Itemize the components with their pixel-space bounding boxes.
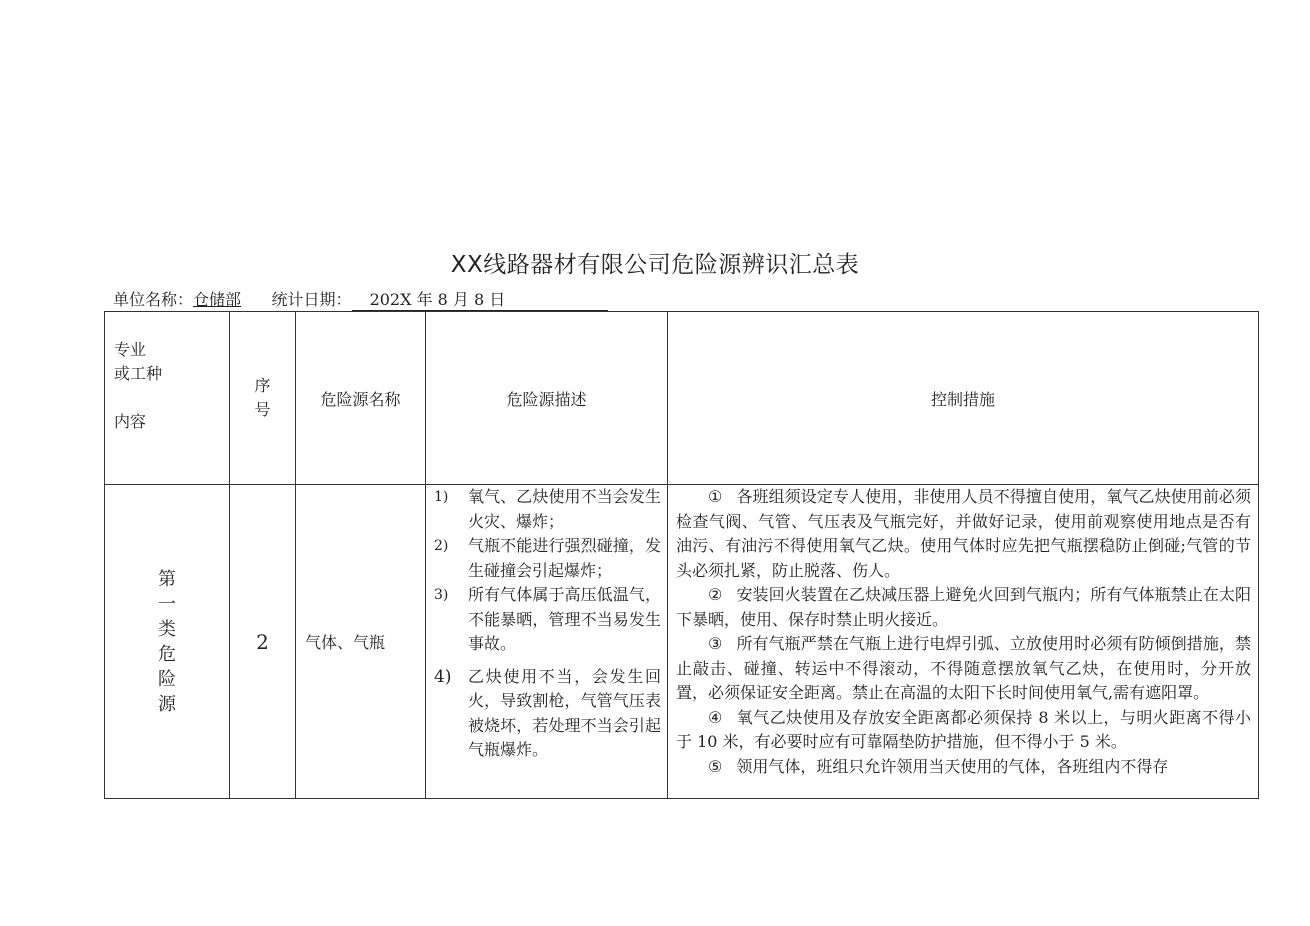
control-marker: ① [708, 487, 723, 506]
control-text: 氧气乙炔使用及存放安全距离都必须保持 8 米以上，与明火距离不得小于 10 米，有必要时应有可靠隔垫防护措施，但不得小于 5 米。 [676, 707, 1251, 751]
description-text: 所有气体属于高压低温气，不能暴晒，管理不当易发生事故。 [468, 585, 661, 653]
control-marker: ⑤ [708, 756, 723, 776]
description-item [432, 583, 661, 657]
header-category [105, 312, 230, 485]
page-title: XX线路器材有限公司危险源辨识汇总表 [450, 252, 860, 278]
control-marker: ③ [708, 634, 723, 653]
header-seq-line2: 号 [254, 400, 271, 419]
control-text: 所有气瓶严禁在气瓶上进行电焊引弧、立放使用时必须有防倾倒措施，禁止敲击、碰撞、转运中不得滚动，不得随意摆放氧气乙炔，在使用时，分开放置，必须保证安全距离。禁止在高温的太阳下长时间使用氧气,需有遮阳罩。 [676, 634, 1251, 702]
control-marker: ② [708, 585, 723, 604]
description-marker: 3) [434, 587, 449, 603]
category-char: 险 [158, 668, 176, 690]
control-item [676, 583, 1251, 632]
hazard-table [104, 311, 1259, 799]
category-char: 源 [158, 693, 176, 715]
control-text: 安装回火装置在乙炔减压器上避免火回到气瓶内；所有气体瓶禁止在太阳下暴晒，使用、保存时禁止明火接近。 [676, 585, 1251, 629]
header-category-line3: 内容 [114, 412, 147, 431]
controls-cell [668, 485, 1259, 799]
seq-cell: 2 [230, 485, 296, 799]
control-text: 各班组须设定专人使用，非使用人员不得擅自使用，氧气乙炔使用前必须检查气阀、气管、气压表及气瓶完好，并做好记录，使用前观察使用地点是否有油污、有油污不得使用氧气乙炔。使用气体时应先把气瓶摆稳防止倒碰;气管的节头必须扎紧，防止脱落、伤人。 [676, 487, 1251, 580]
header-seq [230, 312, 296, 485]
header-row [105, 312, 1259, 485]
description-cell [426, 485, 668, 799]
description-item [432, 485, 661, 534]
control-text: 领用气体，班组只允许领用当天使用的气体，各班组内不得存 [736, 756, 1169, 776]
control-item [676, 632, 1251, 706]
category-char: 危 [158, 643, 176, 665]
hazard-name-cell: 气体、气瓶 [296, 485, 426, 799]
header-category-line1: 专业 [114, 340, 147, 359]
date-label: 统计日期： [271, 290, 352, 309]
control-item [676, 485, 1251, 583]
description-text: 氧气、乙炔使用不当会发生火灾、爆炸； [468, 487, 661, 531]
header-seq-line1: 序 [254, 376, 271, 395]
control-item [676, 755, 1251, 780]
unit-value: 仓储部 [193, 290, 242, 309]
description-item [432, 534, 661, 583]
header-hazard-description: 危险源描述 [426, 312, 668, 485]
description-marker: 1) [434, 489, 449, 505]
header-hazard-name: 危险源名称 [296, 312, 426, 485]
category-cell [105, 485, 230, 799]
description-text: 乙炔使用不当，会发生回火，导致割枪，气管气压表被烧坏，若处理不当会引起气瓶爆炸。 [468, 666, 661, 759]
date-value: 202X 年 8 月 8 日 [352, 287, 608, 311]
control-marker: ④ [708, 707, 723, 727]
meta-line [113, 287, 608, 311]
header-control-measures: 控制措施 [668, 312, 1259, 485]
table-row [105, 485, 1259, 799]
category-char: 类 [158, 618, 176, 640]
category-char: 一 [158, 593, 176, 615]
control-item [676, 706, 1251, 755]
unit-label: 单位名称： [113, 290, 194, 309]
description-text: 气瓶不能进行强烈碰撞，发生碰撞会引起爆炸； [468, 536, 661, 580]
header-category-line2: 或工种 [114, 364, 163, 383]
description-marker: 4) [434, 666, 452, 687]
description-item [432, 665, 661, 763]
description-marker: 2) [434, 538, 449, 554]
category-char: 第 [158, 568, 176, 590]
